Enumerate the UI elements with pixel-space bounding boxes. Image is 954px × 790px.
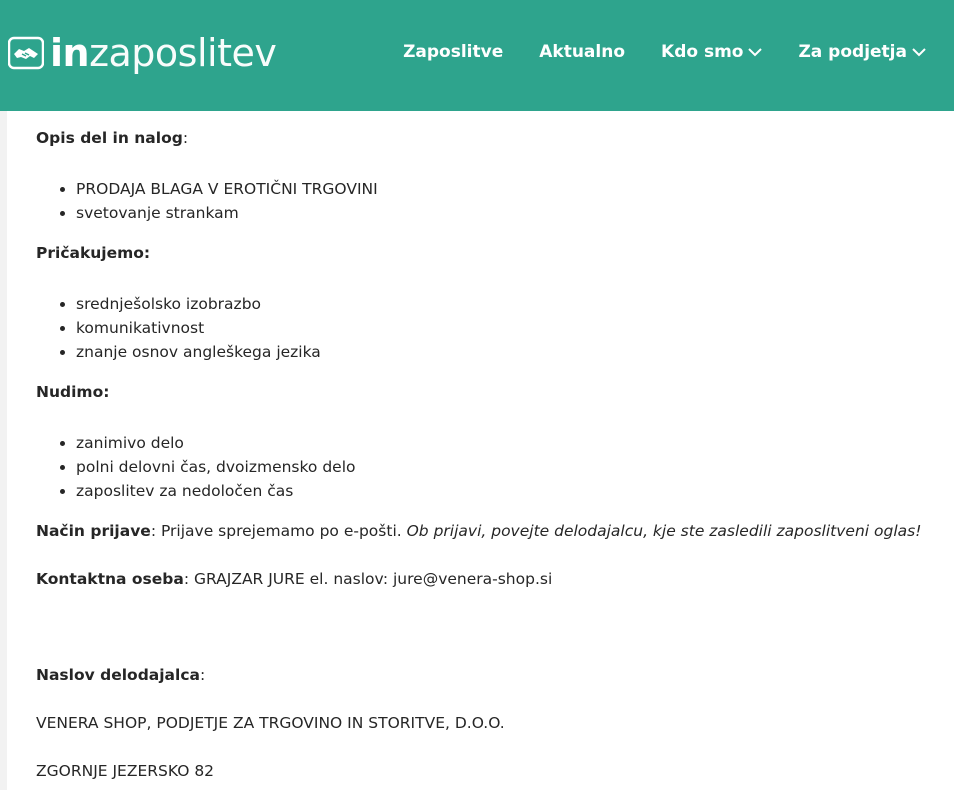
nav-aktualno-label: Aktualno [539,42,626,62]
employer-colon: : [199,666,206,684]
list-item: • zaposlitev za nedoločen čas [76,479,936,503]
job-details [36,111,936,783]
list-item: • znanje osnov angleškega jezika [76,340,936,364]
chevron-down-icon [748,47,762,57]
employer-name: VENERA SHOP, PODJETJE ZA TRGOVINO IN STORITVE, D.O.O. [36,714,505,732]
apply-text: : Prijave sprejemamo po e-pošti. [150,522,407,540]
logo-text-light: zaposlitev [89,31,277,75]
list-item: • srednješolsko izobrazbo [76,292,936,316]
list-item: • PRODAJA BLAGA V EROTIČNI TRGOVINI [76,177,936,201]
list-item: • svetovanje strankam [76,201,936,225]
duties-list [36,177,936,225]
employer-label: Naslov delodajalca [36,666,200,684]
contact-label: Kontaktna oseba [36,570,184,588]
apply-paragraph [36,519,936,543]
apply-note: Ob prijavi, povejte delodajalcu, kje ste zasledili zaposlitveni oglas! [406,522,922,540]
expect-label: Pričakujemo: [36,244,151,262]
main-nav [367,38,926,66]
contact-text: : GRAJZAR JURE el. naslov: jure@venera-shop.si [183,570,553,588]
list-item: • zanimivo delo [76,431,936,455]
offer-heading [36,380,936,404]
nav-za-podjetja[interactable] [798,38,926,66]
logo-text [50,30,276,76]
site-header [0,0,954,111]
offer-list [36,431,936,503]
logo-text-bold: in [50,31,90,75]
nav-zaposlitve-label: Zaposlitve [403,42,504,62]
site-logo[interactable] [8,30,276,76]
left-edge [0,111,7,790]
contact-paragraph [36,567,936,591]
apply-label: Način prijave [36,522,151,540]
employer-address: ZGORNJE JEZERSKO 82 [36,762,215,780]
expect-list [36,292,936,364]
duties-heading [36,126,936,150]
offer-label: Nudimo: [36,383,110,401]
duties-colon: : [182,129,189,147]
chevron-down-icon [912,47,926,57]
list-item: • komunikativnost [76,316,936,340]
nav-kdo-smo-label: Kdo smo [661,42,744,62]
expect-heading [36,241,936,265]
employer-heading [36,663,936,687]
nav-kdo-smo[interactable] [661,38,762,66]
nav-zaposlitve[interactable] [403,38,503,66]
list-item: • polni delovni čas, dvoizmensko delo [76,455,936,479]
duties-label: Opis del in nalog [36,129,183,147]
nav-aktualno[interactable] [539,38,625,66]
nav-za-podjetja-label: Za podjetja [798,42,907,62]
handshake-icon [8,35,44,71]
